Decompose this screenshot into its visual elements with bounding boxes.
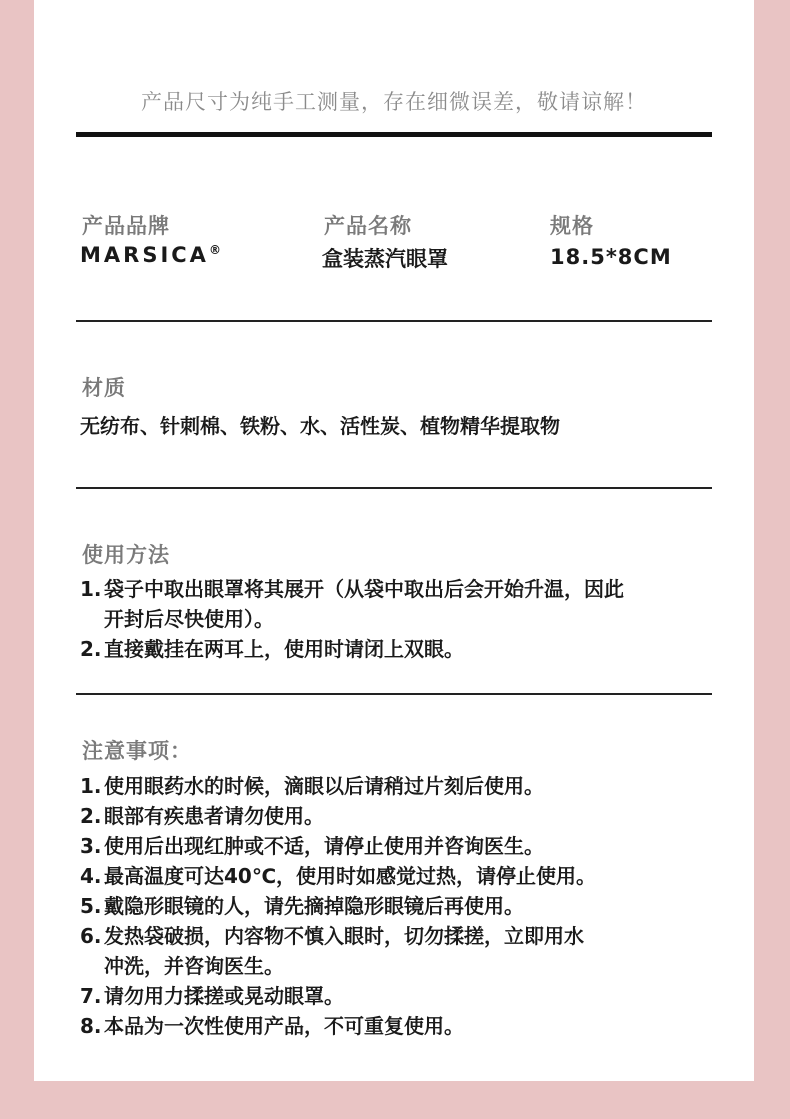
list-item: 6. 发热袋破损，内容物不慎入眼时，切勿揉搓，立即用水 冲洗，并咨询医生。 [80, 924, 584, 978]
usage-list [80, 574, 624, 664]
list-item: 1. 袋子中取出眼罩将其展开（从袋中取出后会开始升温，因此 开封后尽快使用）。 [80, 577, 624, 631]
usage-label: 使用方法 [82, 543, 170, 567]
divider-3 [76, 693, 712, 695]
brand-name: MARSICA [80, 243, 209, 267]
material-label: 材质 [82, 376, 126, 400]
list-item: 1. 使用眼药水的时候，滴眼以后请稍过片刻后使用。 [80, 774, 544, 798]
list-item: 4. 最高温度可达40℃，使用时如感觉过热，请停止使用。 [80, 864, 597, 888]
list-item: 8. 本品为一次性使用产品，不可重复使用。 [80, 1014, 464, 1038]
cautions-label: 注意事项： [82, 739, 192, 763]
list-item: 2. 眼部有疾患者请勿使用。 [80, 804, 324, 828]
product-info-card [34, 0, 754, 1081]
material-value: 无纺布、针刺棉、铁粉、水、活性炭、植物精华提取物 [80, 414, 560, 438]
top-divider [76, 132, 712, 137]
divider-2 [76, 487, 712, 489]
measurement-notice: 产品尺寸为纯手工测量，存在细微误差，敬请谅解！ [141, 90, 647, 114]
list-item: 7. 请勿用力揉搓或晃动眼罩。 [80, 984, 344, 1008]
brand-value [80, 243, 221, 267]
brand-label: 产品品牌 [82, 214, 170, 238]
cautions-list [80, 771, 596, 1041]
size-label: 规格 [550, 214, 594, 238]
list-item: 3. 使用后出现红肿或不适，请停止使用并咨询医生。 [80, 834, 544, 858]
list-item: 5. 戴隐形眼镜的人，请先摘掉隐形眼镜后再使用。 [80, 894, 524, 918]
size-value: 18.5*8CM [550, 245, 672, 269]
product-name-value: 盒装蒸汽眼罩 [322, 247, 448, 271]
registered-mark: ® [208, 243, 221, 257]
product-name-label: 产品名称 [324, 214, 412, 238]
list-item: 2. 直接戴挂在两耳上，使用时请闭上双眼。 [80, 637, 464, 661]
divider-1 [76, 320, 712, 322]
